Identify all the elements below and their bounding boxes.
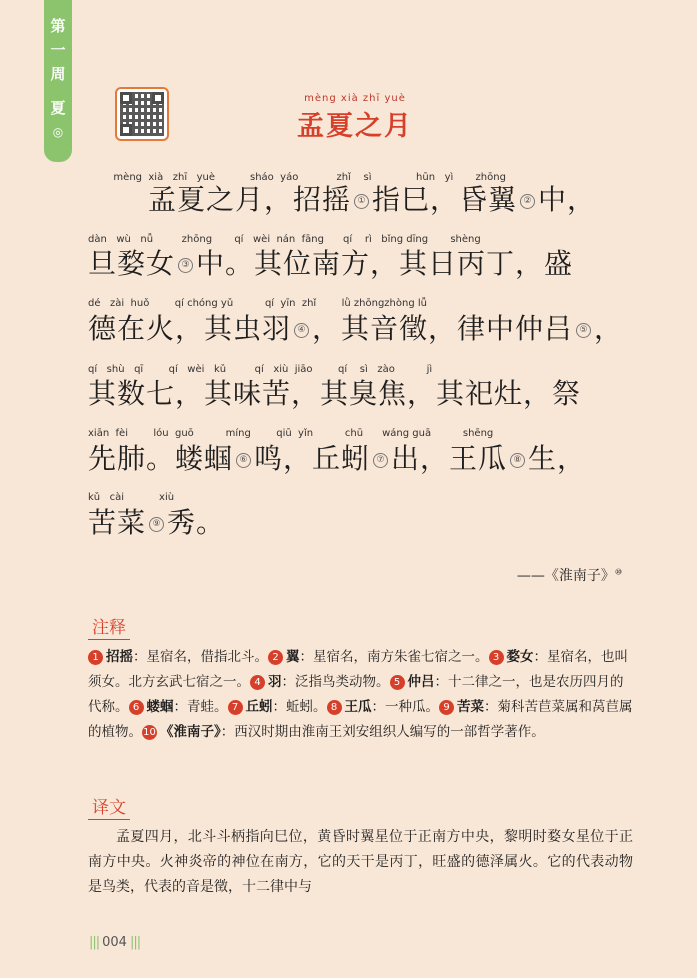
note-definition: ：星宿名，南方朱雀七宿之一。 (299, 649, 489, 665)
note-definition: ：泛指鸟类动物。 (281, 674, 390, 690)
poem-text-segment: 指巳，昏翼 (372, 183, 518, 216)
source-citation (517, 565, 622, 585)
tab-circle-icon: ◎ (52, 125, 64, 139)
poem-text-segment: 孟夏之月，招摇 (148, 183, 352, 216)
page-number-decor-right: ||| (129, 935, 141, 950)
note-number-badge: 8 (327, 700, 342, 715)
page-number-value: 004 (102, 935, 127, 950)
note-definition: ：蚯蚓。 (272, 699, 327, 715)
source-text: ——《淮南子》 (516, 568, 615, 584)
poem-text-segment: 先肺。蝼蝈 (88, 442, 234, 475)
note-number-badge: 1 (88, 650, 103, 665)
note-number-badge: 4 (250, 675, 265, 690)
poem-text-segment: 旦婺女 (88, 247, 176, 280)
title-pinyin: mèng xià zhī yuè (304, 93, 406, 104)
note-marker: ⑥ (236, 453, 251, 468)
poem-text-segment: 苦菜 (88, 506, 147, 539)
note-number-badge: 5 (390, 675, 405, 690)
note-definition: ：菊科苦苣菜属和莴苣属的植物。 (88, 699, 633, 740)
note-term: 蝼蝈 (146, 699, 174, 715)
note-marker: ⑤ (576, 323, 591, 338)
note-number-badge: 3 (489, 650, 504, 665)
notes-list (88, 645, 633, 745)
poem-text-segment: 中。其位南方，其日丙丁，盛 (196, 247, 574, 280)
note-item (228, 699, 327, 715)
poem-pinyin-line: dàn wù nǚ zhōng qí wèi nán fāng qí rì bǐng dīng shèng (88, 234, 481, 245)
note-definition: ：星宿名，也叫须女。北方玄武七宿之一。 (88, 649, 628, 690)
note-number-badge: 2 (268, 650, 283, 665)
poem-text-segment: 秀。 (167, 506, 226, 539)
poem-line (88, 307, 637, 347)
page-number (86, 935, 143, 950)
note-item (250, 674, 390, 690)
poem-text-segment: 鸣，丘蚓 (254, 442, 371, 475)
note-item (327, 699, 440, 715)
note-marker: ① (354, 194, 369, 209)
note-definition: ：一种瓜。 (371, 699, 439, 715)
note-definition: ：十二律之一，也是农历四月的代称。 (88, 674, 624, 715)
note-term: 王瓜 (344, 699, 372, 715)
poem-pinyin-line: qí shù qī qí wèi kǔ qí xiù jiāo qí sì zào jì (88, 364, 433, 375)
translation-heading: 译文 (88, 793, 130, 820)
page-title: 孟夏之月 (297, 111, 413, 142)
note-marker: ⑧ (510, 453, 525, 468)
note-item (142, 724, 545, 740)
note-term: 翼 (286, 649, 300, 665)
note-item (268, 649, 489, 665)
poem-line (88, 437, 637, 477)
note-term: 苦菜 (457, 699, 484, 715)
note-marker: ⑨ (149, 517, 164, 532)
poem-text-segment: ， (594, 312, 624, 345)
poem-pinyin-line: mèng xià zhī yuè sháo yáo zhǐ sì hūn yì zhōng (88, 172, 506, 183)
note-term: 丘蚓 (245, 699, 273, 715)
note-number-badge: 6 (129, 700, 144, 715)
note-number-badge: 9 (439, 700, 454, 715)
note-item (88, 649, 268, 665)
note-number-badge: 10 (143, 727, 156, 738)
notes-heading: 注释 (88, 613, 130, 640)
poem-text-segment: ，其音徵，律中仲吕 (312, 312, 574, 345)
week-season-tab (44, 0, 72, 162)
poem-text-segment: 出，王瓜 (391, 442, 508, 475)
tab-char: 第 (50, 17, 66, 35)
poem-text-segment: 生， (528, 442, 587, 475)
note-definition: ：西汉时期由淮南王刘安组织人编写的一部哲学著作。 (220, 724, 545, 740)
poem-text-segment: 中， (538, 183, 597, 216)
note-term: 招摇 (106, 649, 133, 665)
tab-char: 一 (50, 41, 66, 59)
note-term: 《淮南子》 (160, 724, 221, 740)
note-marker: ④ (294, 323, 309, 338)
qr-code-icon[interactable] (115, 87, 169, 141)
note-marker: ② (520, 194, 535, 209)
poem-line (88, 372, 637, 412)
page-number-decor-left: ||| (89, 935, 100, 950)
source-note-marker: ⑩ (614, 567, 622, 577)
note-definition: ：星宿名，借指北斗。 (133, 649, 268, 665)
poem-pinyin-line: xiān fèi lóu guō míng qiū yǐn chū wáng guā shēng (88, 428, 494, 439)
tab-char: 夏 (50, 99, 66, 117)
poem-pinyin-line: dé zài huǒ qí chóng yǔ qí yīn zhǐ lǜ zhōngzhòng lǚ (88, 298, 427, 309)
poem-text-segment: 其数七，其味苦，其臭焦，其祀灶，祭 (88, 377, 582, 410)
note-number-badge: 7 (228, 700, 243, 715)
note-term: 婺女 (506, 649, 534, 665)
note-definition: ：青蛙。 (173, 699, 228, 715)
poem-line (88, 501, 637, 541)
poem-line (88, 242, 637, 282)
translation-text: 孟夏四月，北斗斗柄指向巳位，黄昏时翼星位于正南方中央，黎明时婺女星位于正南方中央。火神炎帝的神位在南方，它的天干是丙丁，旺盛的德泽属火。它的代表动物是鸟类，代表的音是徵，十二律中与 (88, 829, 633, 895)
note-item (129, 699, 228, 715)
tab-char: 周 (50, 65, 66, 83)
note-term: 仲吕 (407, 674, 435, 690)
note-marker: ③ (178, 258, 193, 273)
note-marker: ⑦ (373, 453, 388, 468)
note-term: 羽 (268, 674, 282, 690)
poem-pinyin-line: kǔ cài xiù (88, 492, 175, 503)
poem-text-segment: 德在火，其虫羽 (88, 312, 292, 345)
poem-line (148, 178, 637, 218)
